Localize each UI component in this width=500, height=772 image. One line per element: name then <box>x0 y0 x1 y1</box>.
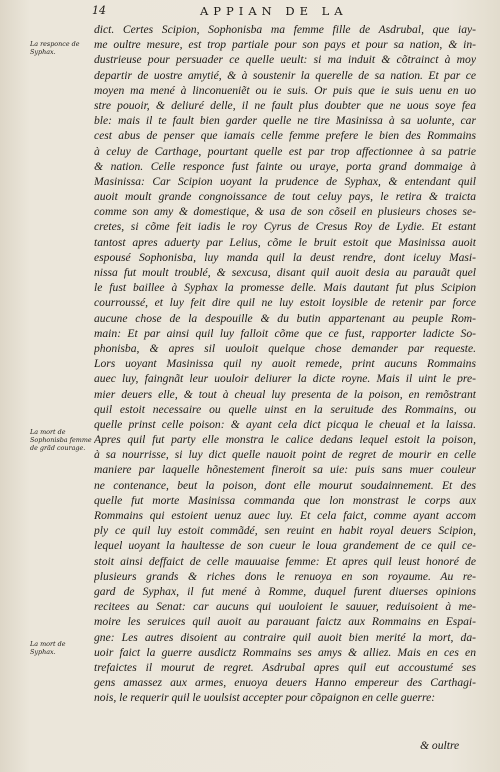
margin-notes <box>30 0 92 772</box>
running-head: APPIAN DE LA <box>200 4 348 18</box>
text-line: cretes, si cõme feit iadis le roy Cyrus de Cresus Roy de Lydie. Et estant <box>94 220 476 234</box>
text-line: phonisba, & apres sil uouloit quelque chose demander par requeste. <box>94 341 476 355</box>
margin-note-syphax-response: La responce de Syphax. <box>30 40 80 56</box>
catchword: & oultre <box>420 739 460 752</box>
text-line: moyen ma mené à linconueniẽt ou ie suis. Or puis que ie suis uenu en uo <box>94 83 476 97</box>
text-line: recitees au Senat: car aucuns qui uouloient le sauuer, reduisoient à me- <box>94 600 476 614</box>
text-line: à sa nourrisse, si luy dict quelle nauoit point de regret de mourir en celle <box>94 448 476 462</box>
body-text <box>94 22 476 705</box>
text-line: auoit moult grande congnoissance de tout celuy pays, le retira & traicta <box>94 190 476 204</box>
text-line: dict. Certes Scipion, Sophonisba ma femme fille de Asdrubal, que iay- <box>94 23 476 36</box>
text-line: dustrieuse pour persuader ce quelle ueult: si ma induit & cõtrainct à moy <box>94 53 476 67</box>
text-line: uoir faict la guerre ausdictz Rommains ses amys & alliez. Mais en ces en <box>94 645 476 659</box>
text-line: Apres quil fut party elle monstra le calice dedans lequel estoit la poison, <box>94 433 476 447</box>
text-line: maniere par laquelle hõnestement fineroit sa uie: puis sans muer couleur <box>94 463 476 477</box>
text-line: ply ce quil luy estoit commãdé, sen reuint en habit royal deuers Scipion, <box>94 524 476 538</box>
text-line: trefaictes il mourut de regret. Asdrubal apres quil eut accoustumé ses <box>94 660 476 674</box>
page-number: 14 <box>92 4 106 17</box>
text-line: le fust baillee à Syphax la promesse delle. Mais dautant fut plus Scipion <box>94 281 476 295</box>
text-line: Masinissa: Car Scipion uoyant la prudence de Syphax, & entendant quil <box>94 174 476 188</box>
text-line: auec luy, faingnãt leur uouloir deliurer la dicte royne. Mais il uint le pre- <box>94 372 476 386</box>
text-line: tantost apres aduerty par Lelius, cõme le bruit estoit que Masinissa auoit <box>94 235 476 249</box>
text-line: Lors uoyant Masinissa quil ny auoit remede, print aucuns Rommains <box>94 357 476 371</box>
text-line: Rommains qui estoient uenuz auec luy. Et cela faict, comme ayant accom <box>94 509 476 522</box>
text-line: comme son amy & domestique, & usa de son cõseil en plusieurs choses se- <box>94 205 476 219</box>
text-line: nois, le requerir quil le uoulsist accepter pour cõpaignon en celle guerre: <box>94 691 436 705</box>
text-line: ble: mais il te fault bien garder quelle ne tire Masinissa à sa uolunte, car <box>94 114 476 128</box>
text-line: & nation. Celle responce fust fainte ou uraye, porta grand dommaige à <box>94 159 476 173</box>
text-line: stoit ainsi deffaict de celle mauuaise femme: Et apres quil leust honoré de <box>94 554 476 568</box>
text-line: quil estoit necessaire ou quelle uinst en la seruitude des Rommains, ou <box>94 402 476 416</box>
text-line: ne contenance, beut la poison, dont elle mourut soudainnement. Et des <box>94 478 476 492</box>
text-line: lequel uoyant la haultesse de son cueur le loua grandement de ce quil ce- <box>94 539 476 553</box>
text-line: me oultre mesure, est trop partiale pour son pays et pour sa nation, & in- <box>94 38 476 52</box>
text-line: mier deuers elle, & tout à cheual luy presenta de la poison, en remõstrant <box>94 387 476 401</box>
text-line: aucune chose de la despouille & du butin appartenant au peuple Rom- <box>94 311 476 325</box>
text-line: departir de uostre amytié, & à soustenir la querelle de sa nation. Et par ce <box>94 68 476 82</box>
text-line: quelle fut morte Masinissa commanda que lon monstrast le corps aux <box>94 493 476 507</box>
text-line: gard de Syphax, il fut mené à Romme, duquel furent diuerses opinions <box>94 584 476 598</box>
text-line: quelle prinst celle poison: & ayant cela dict picqua le cheual et la laissa. <box>94 417 476 431</box>
text-line: moire les seruices quil auoit au parauant faictz aux Rommains en Espai- <box>94 615 476 629</box>
text-line: plusieurs grands & riches dons le renuoya en son royaume. Au re- <box>94 569 476 583</box>
margin-note-syphax-death: La mort de Syphax. <box>30 640 66 656</box>
text-line: nissa fut moult troublé, & sexcusa, disant quil auoit desia au parauãt quel <box>94 266 476 279</box>
margin-note-sophonisba-death: La mort de Sophonisba femme de grãd courage. <box>30 428 92 452</box>
text-line: main: Et par ainsi quil luy falloit cõme que ce fust, rapporter ladicte So- <box>94 326 476 340</box>
text-line: cest abus de penser que iamais celle femme prefere le bien des Rommains <box>94 129 476 143</box>
text-line: gens amassez aux armes, enuoya deuers Hanno empereur des Carthagi- <box>94 676 476 690</box>
text-line: stre pouoir, & deliuré delle, il ne fault plus doubter que ne uous soye fea <box>94 98 476 112</box>
text-line: espousé Sophonisba, luy manda quil la deust rendre, dont iceluy Masi- <box>94 250 476 264</box>
text-line: gne: Les autres disoient au contraire quil auoit bien merité la mort, da- <box>94 630 476 644</box>
text-line: à celuy de Carthage, pourtant quelle est par trop affectionnee à sa patrie <box>94 144 476 158</box>
text-line: courroussé, et luy feit dire quil ne luy estoit loysible de retenir par force <box>94 296 476 310</box>
